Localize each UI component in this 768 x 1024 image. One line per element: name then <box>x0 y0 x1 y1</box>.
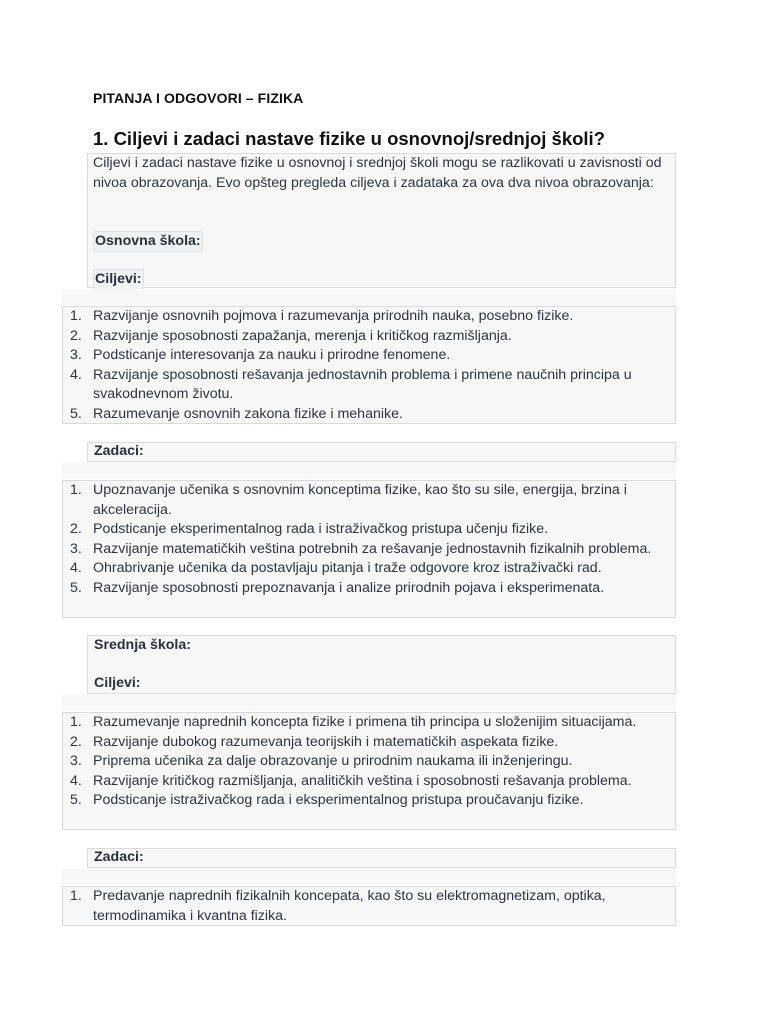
osnovna-ciljevi-list <box>62 307 674 424</box>
list-item-text: Razvijanje sposobnosti prepoznavanja i analize prirodnih pojava i eksperimenata. <box>93 579 605 596</box>
label-box <box>87 848 676 868</box>
list-item-number: 1. <box>70 482 82 498</box>
list-item <box>62 887 674 926</box>
list-item-number: 1. <box>70 888 82 904</box>
list-item-number: 5. <box>70 579 82 596</box>
list-item-text: Predavanje naprednih fizikalnih koncepata, kao što su elektromagnetizam, optika, termodinamika i kvantna fizika. <box>93 888 606 924</box>
list-item-number: 3. <box>70 540 82 557</box>
list-item-number: 4. <box>70 366 82 383</box>
list-item <box>62 772 674 792</box>
list-item-text: Priprema učenika za dalje obrazovanje u prirodnim naukama ili inženjeringu. <box>93 753 573 769</box>
osnovna-heading: Osnovna škola: <box>93 231 203 252</box>
list-item <box>62 327 674 347</box>
list-item-number: 2. <box>70 521 82 537</box>
list-item-text: Razvijanje osnovnih pojmova i razumevanja prirodnih nauka, posebno fizike. <box>93 308 574 324</box>
list-item-number: 1. <box>70 308 82 324</box>
srednja-ciljevi-label: Ciljevi: <box>94 675 141 691</box>
list-item-number: 4. <box>70 560 82 576</box>
osnovna-zadaci-list <box>62 481 674 598</box>
list-item-text: Razumevanje naprednih koncepta fizike i primena tih principa u složenijim situacijama. <box>93 714 637 730</box>
osnovna-ciljevi-label: Ciljevi: <box>93 269 144 290</box>
spacer <box>62 289 676 305</box>
list-item <box>62 540 674 560</box>
list-item-text: Razvijanje matematičkih veština potrebnih za rešavanje jednostavnih fizikalnih problema. <box>93 540 652 557</box>
list-item-number: 5. <box>70 792 82 808</box>
list-item-number: 2. <box>70 733 82 750</box>
list-item-text: Razvijanje dubokog razumevanja teorijskih i matematičkih aspekata fizike. <box>93 733 559 750</box>
list-item-number: 3. <box>70 753 82 769</box>
spacer <box>62 869 676 885</box>
spacer <box>62 463 676 479</box>
list-item <box>62 481 674 520</box>
list-item-text: Podsticanje istraživačkog rada i eksperimentalnog pristupa proučavanju fizike. <box>93 792 584 808</box>
document-title: PITANJA I ODGOVORI – FIZIKA <box>93 90 304 106</box>
list-item-number: 3. <box>70 347 82 363</box>
question-heading: 1. Ciljevi i zadaci nastave fizike u osnovnoj/srednjoj školi? <box>93 128 605 149</box>
list-item-number: 2. <box>70 327 82 344</box>
srednja-ciljevi-list <box>62 713 674 811</box>
list-item <box>62 733 674 753</box>
srednja-zadaci-label: Zadaci: <box>94 849 144 865</box>
intro-paragraph: Ciljevi i zadaci nastave fizike u osnovnoj i srednjoj školi mogu se razlikovati u zavisnosti od nivoa obrazovanja. Evo opšteg pregleda ciljeva i zadataka za ova dva nivoa obrazovanja: <box>93 155 662 191</box>
list-item <box>62 752 674 772</box>
list-item <box>62 559 674 579</box>
list-item <box>62 579 674 599</box>
list-item-number: 1. <box>70 714 82 730</box>
list-item-text: Podsticanje interesovanja za nauku i prirodne fenomene. <box>93 347 451 363</box>
label-box <box>87 442 676 462</box>
list-item-number: 5. <box>70 405 82 422</box>
list-item-number: 4. <box>70 772 82 789</box>
list-item-text: Razvijanje sposobnosti zapažanja, merenja i kritičkog razmišljanja. <box>93 327 512 344</box>
list-item <box>62 405 674 425</box>
osnovna-zadaci-label: Zadaci: <box>94 443 144 459</box>
srednja-zadaci-list <box>62 887 674 926</box>
list-item <box>62 307 674 327</box>
list-item <box>62 520 674 540</box>
list-item <box>62 366 674 405</box>
list-item-text: Podsticanje eksperimentalnog rada i istraživačkog pristupa učenju fizike. <box>93 521 549 537</box>
spacer <box>62 695 676 711</box>
srednja-heading: Srednja škola: <box>94 637 191 653</box>
list-item-text: Razumevanje osnovnih zakona fizike i mehanike. <box>93 405 403 422</box>
list-item-text: Razvijanje kritičkog razmišljanja, analitičkih veština i sposobnosti rešavanja problema. <box>93 772 632 789</box>
list-item <box>62 713 674 733</box>
list-item-text: Razvijanje sposobnosti rešavanja jednostavnih problema i primene naučnih principa u svakodnevnom životu. <box>93 366 632 402</box>
list-item <box>62 346 674 366</box>
list-item-text: Ohrabrivanje učenika da postavljaju pitanja i traže odgovore kroz istraživački rad. <box>93 560 602 576</box>
list-item <box>62 791 674 811</box>
list-item-text: Upoznavanje učenika s osnovnim konceptima fizike, kao što su sile, energija, brzina i akceleracija. <box>93 482 627 518</box>
